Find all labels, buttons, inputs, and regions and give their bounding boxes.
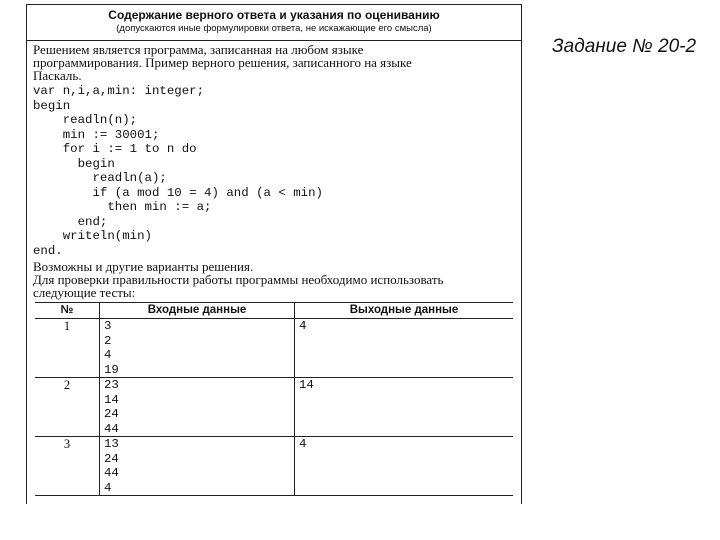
code-line: readln(a); bbox=[33, 171, 167, 185]
code-line: if (a mod 10 = 4) and (a < min) bbox=[33, 185, 323, 200]
intro-line-3: Паскаль. bbox=[33, 68, 82, 83]
input-value: 23 bbox=[104, 378, 119, 392]
table-header-row bbox=[35, 303, 513, 319]
header-number: № bbox=[35, 303, 100, 319]
output-value: 4 bbox=[299, 437, 307, 451]
input-value: 4 bbox=[104, 480, 112, 495]
input-value: 44 bbox=[104, 421, 119, 436]
code-line: writeln(min) bbox=[33, 229, 152, 243]
input-value: 4 bbox=[104, 348, 112, 362]
row-output bbox=[295, 437, 514, 496]
input-value: 19 bbox=[104, 362, 119, 377]
note-line-1: Возможны и другие варианты решения. bbox=[33, 259, 254, 274]
table-row bbox=[35, 437, 513, 496]
row-input bbox=[100, 319, 295, 378]
input-value: 44 bbox=[104, 466, 119, 480]
input-value: 24 bbox=[104, 451, 119, 466]
document-body bbox=[27, 41, 521, 496]
intro-line-1: Решением является программа, записанная на любом языке bbox=[33, 42, 364, 57]
table-row bbox=[35, 378, 513, 437]
note-line-2: Для проверки правильности работы программы необходимо использовать bbox=[33, 272, 444, 287]
code-line: begin bbox=[33, 98, 71, 113]
document-header bbox=[27, 5, 521, 41]
table-row bbox=[35, 319, 513, 378]
row-output bbox=[295, 378, 514, 437]
code-line: readln(n); bbox=[33, 113, 138, 127]
code-line: min := 30001; bbox=[33, 127, 160, 142]
header-output: Выходные данные bbox=[295, 303, 514, 319]
note-line-3: следующие тесты: bbox=[33, 285, 136, 300]
code-line: for i := 1 to n do bbox=[33, 142, 197, 156]
input-value: 14 bbox=[104, 392, 119, 407]
row-number: 2 bbox=[35, 378, 100, 437]
row-number: 1 bbox=[35, 319, 100, 378]
code-line: end. bbox=[33, 243, 63, 258]
intro-line-2: программирования. Пример верного решения, записанного на языке bbox=[33, 55, 412, 70]
row-input bbox=[100, 437, 295, 496]
input-value: 3 bbox=[104, 319, 112, 333]
tests-table bbox=[35, 302, 513, 496]
header-subtitle: (допускаются иные формулировки ответа, не искажающие его смысла) bbox=[116, 23, 432, 34]
input-value: 24 bbox=[104, 407, 119, 421]
row-number: 3 bbox=[35, 437, 100, 496]
code-line: then min := a; bbox=[33, 200, 212, 214]
task-title: Задание № 20-2 bbox=[552, 36, 697, 57]
code-line: var n,i,a,min: integer; bbox=[33, 84, 205, 98]
output-value: 4 bbox=[299, 319, 307, 333]
row-output bbox=[295, 319, 514, 378]
code-line: end; bbox=[33, 214, 108, 229]
pascal-code-block bbox=[33, 84, 516, 258]
input-value: 13 bbox=[104, 437, 119, 451]
row-input bbox=[100, 378, 295, 437]
output-value: 14 bbox=[299, 378, 314, 392]
code-line: begin bbox=[33, 156, 115, 171]
header-input: Входные данные bbox=[100, 303, 295, 319]
header-title: Содержание верного ответа и указания по оцениванию bbox=[108, 8, 440, 22]
answer-document bbox=[26, 4, 522, 504]
input-value: 2 bbox=[104, 333, 112, 348]
